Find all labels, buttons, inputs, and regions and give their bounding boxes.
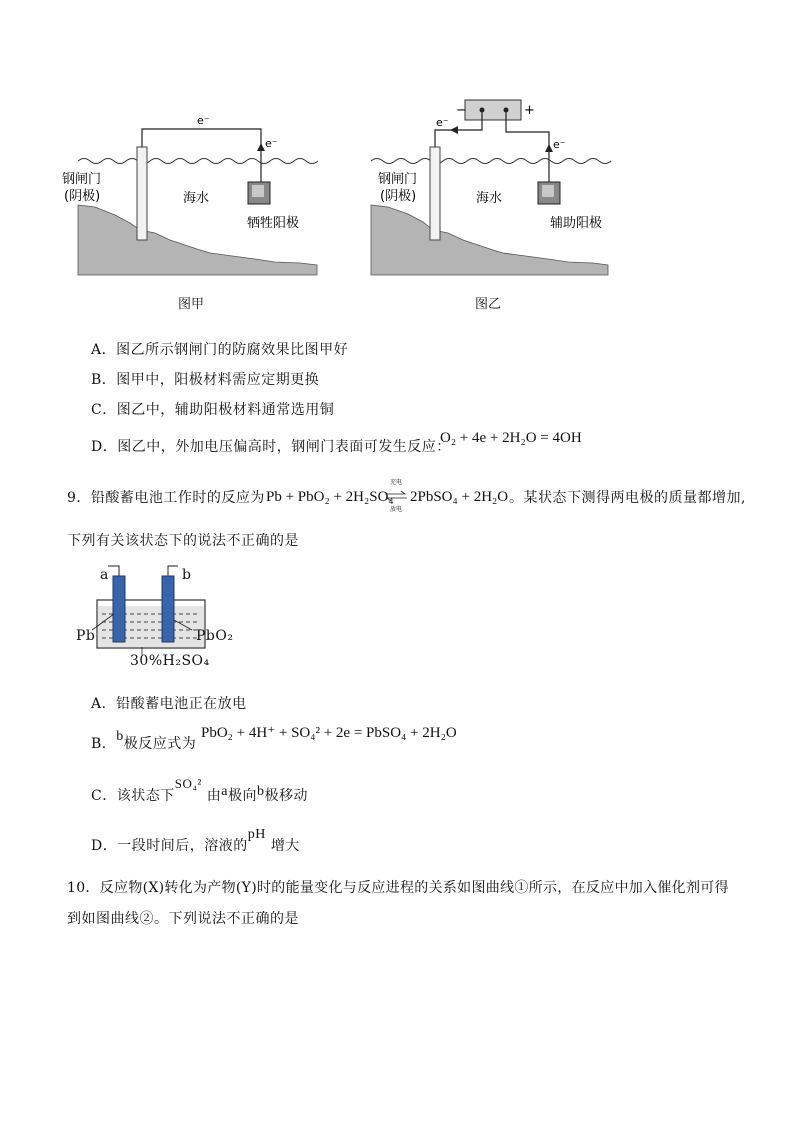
electrode-pb — [113, 576, 125, 642]
option-b-text: 极反应式为 — [123, 736, 197, 752]
q8-option-c: C．图乙中，辅助阳极材料通常选用铜 — [91, 402, 335, 418]
option-c-from: 由 — [206, 788, 222, 804]
electron-label-top: e⁻ — [197, 114, 210, 127]
electrode-pbo2 — [162, 576, 174, 642]
arrow-label-discharge: 放电 — [389, 506, 402, 513]
q9-stem-line1: 9．铅酸蓄电池工作时的反应为 — [67, 490, 265, 506]
gate-label-1: 钢闸门 — [378, 172, 418, 187]
wire-a — [108, 566, 119, 576]
label-acid: 30%H₂SO₄ — [130, 653, 210, 669]
option-c-var-b: b — [256, 784, 265, 799]
q8-option-d: D．图乙中，外加电压偏高时，钢闸门表面可发生反应： — [91, 439, 451, 455]
anode-highlight — [542, 185, 554, 197]
option-c-tail: 极移动 — [264, 788, 308, 804]
option-c-ion: SO₄² — [174, 776, 202, 791]
wire-b — [168, 566, 178, 576]
caption-yi: 图乙 — [475, 297, 502, 312]
anode-label: 辅助阳极 — [550, 216, 603, 231]
anode-label: 牺牲阳极 — [247, 216, 300, 231]
power-supply — [465, 100, 521, 120]
electron-arrow — [257, 143, 265, 151]
electron-label-side: e⁻ — [265, 137, 278, 150]
sea-surface-wave — [78, 159, 318, 164]
q9-option-a: A．铅酸蓄电池正在放电 — [91, 696, 247, 712]
caption-jia: 图甲 — [178, 297, 205, 312]
q9-stem-line2: 下列有关该状态下的说法不正确的是 — [67, 533, 299, 549]
label-pb: Pb — [76, 628, 96, 644]
connecting-wire — [142, 129, 261, 167]
label-b: b — [182, 567, 192, 583]
electron-arrow-side — [545, 144, 553, 152]
q9-option-b-equation: PbO₂ + 4H⁺ + SO₄² + 2e = PbSO₄ + 2H₂O — [201, 725, 457, 741]
equilibrium-arrows — [383, 490, 409, 502]
option-c-to: 极向 — [227, 788, 257, 804]
figure-jia — [62, 105, 325, 280]
q9-reversible-arrow — [383, 479, 409, 515]
electron-label-side: e⁻ — [553, 138, 566, 151]
option-b-prefix: B． — [91, 736, 117, 752]
plus-sign: + — [524, 103, 535, 118]
q10-stem-line1: 10．反应物(X)转化为产物(Y)时的能量变化与反应进程的关系如图曲线①所示，在反应中加入催化剂可得 — [67, 880, 729, 896]
steel-gate — [430, 147, 440, 240]
water-label: 海水 — [476, 191, 503, 206]
electron-label-top: e⁻ — [436, 116, 449, 129]
arrow-label-charge: 充电 — [389, 479, 402, 486]
gate-label-2: (阴极) — [64, 189, 101, 204]
option-d-var: pH — [247, 827, 266, 842]
q8-option-a: A．图乙所示钢闸门的防腐效果比图甲好 — [91, 342, 349, 358]
label-a: a — [100, 567, 109, 583]
water-label: 海水 — [183, 191, 210, 206]
minus-sign: − — [456, 103, 467, 118]
q10-stem-line2: 到如图曲线②。下列说法不正确的是 — [67, 911, 299, 927]
q9-option-d — [91, 827, 300, 856]
wire-positive — [506, 110, 549, 182]
anode-highlight — [252, 185, 264, 197]
option-c-var-a: a — [221, 784, 228, 799]
figure-yi — [368, 92, 613, 282]
option-b-var: b — [116, 729, 124, 744]
sea-surface-wave — [371, 159, 611, 164]
label-pbo2: PbO₂ — [196, 628, 234, 644]
gate-label-1: 钢闸门 — [62, 172, 102, 187]
q9-option-c — [91, 776, 308, 806]
q9-reaction-left: Pb + PbO₂ + 2H₂SO₄ — [266, 489, 394, 505]
option-d-tail: 增大 — [270, 838, 300, 854]
q8-option-d-equation: O₂ + 4e + 2H₂O = 4OH — [440, 430, 582, 446]
electron-arrow-top — [450, 126, 458, 134]
steel-gate — [137, 147, 147, 240]
option-d-prefix: D．一段时间后，溶液的 — [91, 838, 248, 854]
q9-stem-line1-tail: 。某状态下测得两电极的质量都增加, — [509, 490, 746, 506]
q9-reaction-right: 2PbSO₄ + 2H₂O — [410, 489, 509, 505]
q9-option-b — [91, 729, 197, 754]
q8-option-b: B．图甲中，阳极材料需应定期更换 — [91, 372, 320, 388]
gate-label-2: (阴极) — [380, 189, 417, 204]
option-c-prefix: C．该状态下 — [91, 788, 175, 804]
